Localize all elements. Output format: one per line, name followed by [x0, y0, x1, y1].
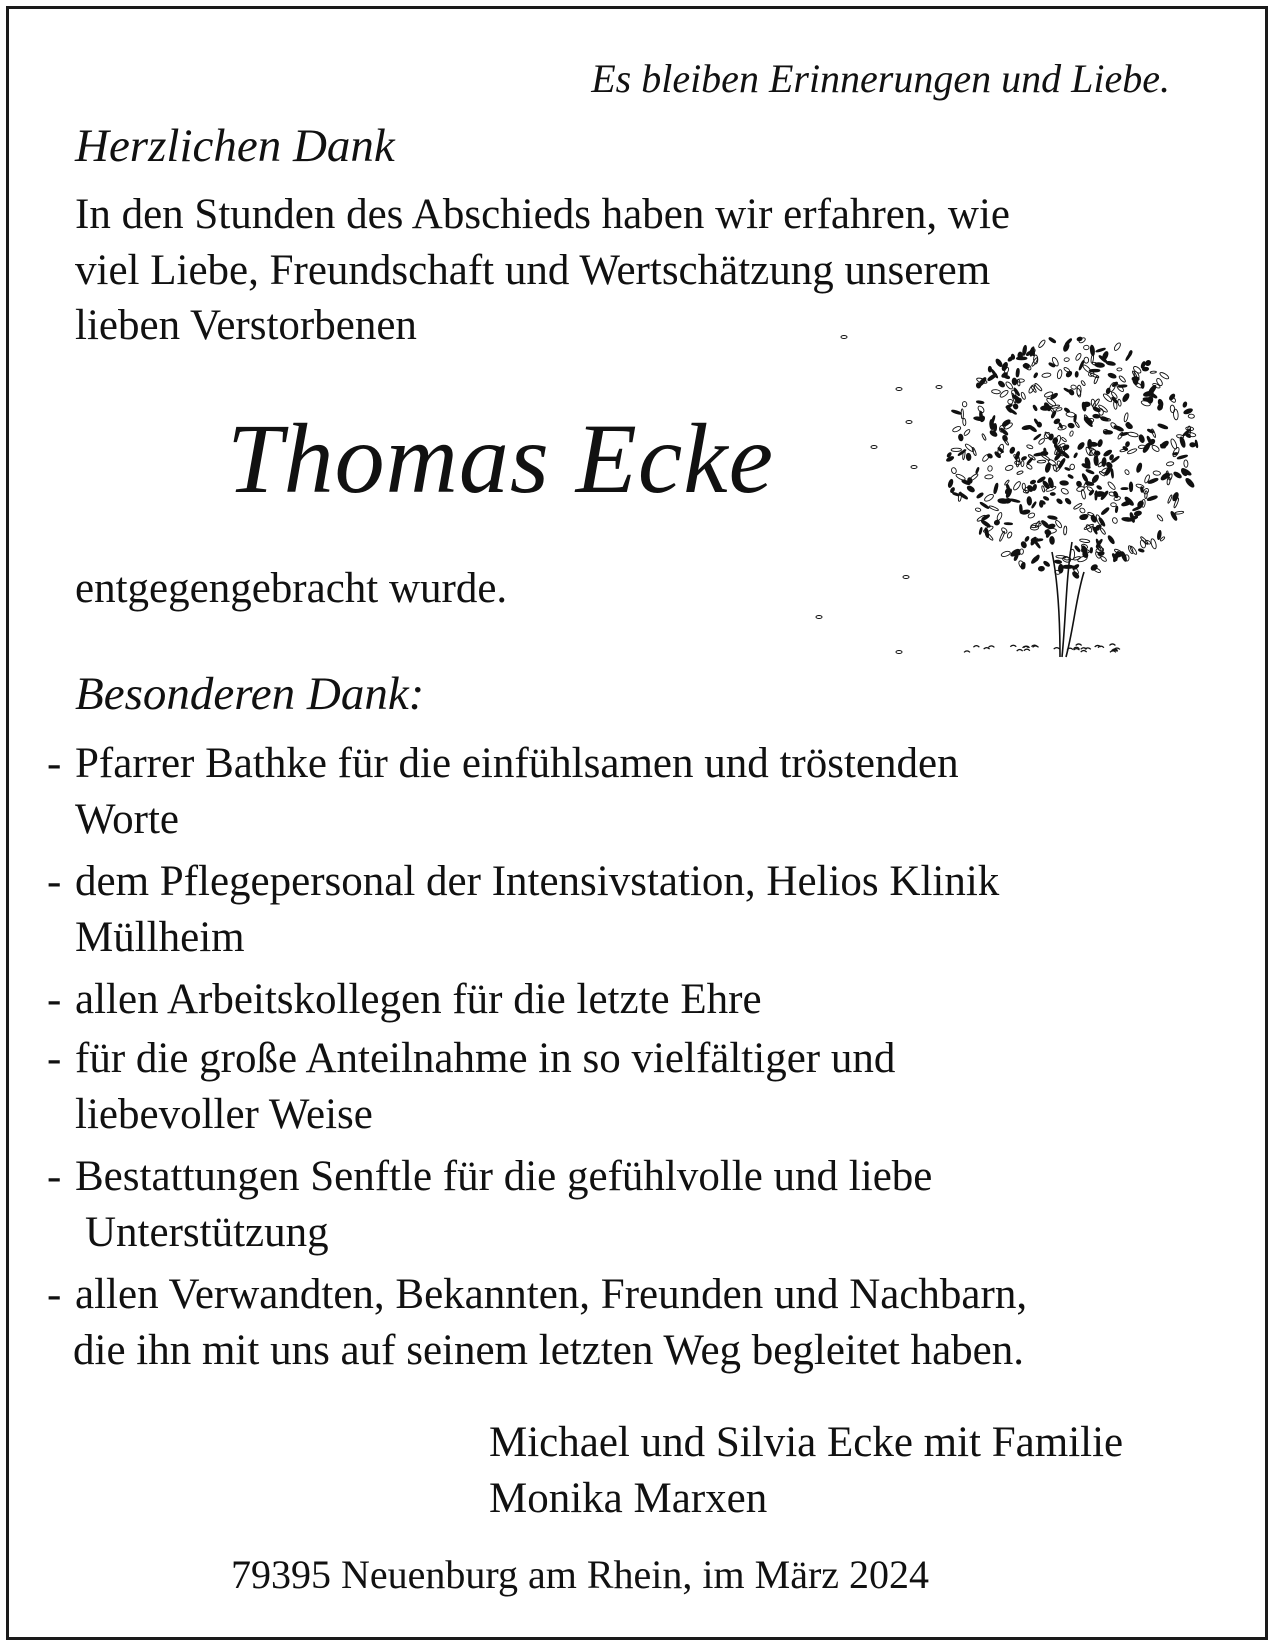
item-line: für die große Anteilnahme in so vielfältiger und — [75, 1035, 896, 1082]
item-line: Pfarrer Bathke für die einfühlsamen und tröstenden — [75, 740, 959, 787]
item-dash: - — [47, 858, 62, 905]
item-line: liebevoller Weise — [75, 1091, 373, 1138]
item-line: Bestattungen Senftle für die gefühlvolle und liebe — [75, 1153, 933, 1200]
place-date: 79395 Neuenburg am Rhein, im März 2024 — [231, 1552, 930, 1597]
item-line: Worte — [75, 796, 179, 843]
signature-line-2: Monika Marxen — [489, 1475, 768, 1522]
item-line: dem Pflegepersonal der Intensivstation, Helios Klinik — [75, 858, 1000, 905]
item-dash: - — [47, 1035, 62, 1082]
item-line: Müllheim — [75, 914, 245, 961]
notice-frame — [6, 6, 1268, 1640]
intro-line-1: In den Stunden des Abschieds haben wir erfahren, wie — [75, 191, 1010, 238]
item-line: allen Arbeitskollegen für die letzte Ehre — [75, 976, 762, 1023]
closing-line: entgegengebracht wurde. — [75, 565, 508, 612]
item-line: allen Verwandten, Bekannten, Freunden und Nachbarn, — [75, 1271, 1028, 1318]
tree-illustration-icon — [814, 327, 1234, 692]
item-dash: - — [47, 1153, 62, 1200]
special-heading: Besonderen Dank: — [75, 668, 425, 720]
item-dash: - — [47, 976, 62, 1023]
item-dash: - — [47, 1271, 62, 1318]
intro-line-3: lieben Verstorbenen — [75, 302, 417, 349]
deceased-name: Thomas Ecke — [227, 403, 774, 514]
signature-line-1: Michael und Silvia Ecke mit Familie — [489, 1419, 1124, 1466]
motto: Es bleiben Erinnerungen und Liebe. — [591, 56, 1170, 101]
item-line: die ihn mit uns auf seinem letzten Weg begleitet haben. — [73, 1327, 1025, 1374]
item-dash: - — [47, 740, 62, 787]
intro-line-2: viel Liebe, Freundschaft und Wertschätzung unserem — [75, 247, 991, 294]
thanks-heading: Herzlichen Dank — [75, 120, 395, 172]
item-line: Unterstützung — [85, 1209, 329, 1256]
